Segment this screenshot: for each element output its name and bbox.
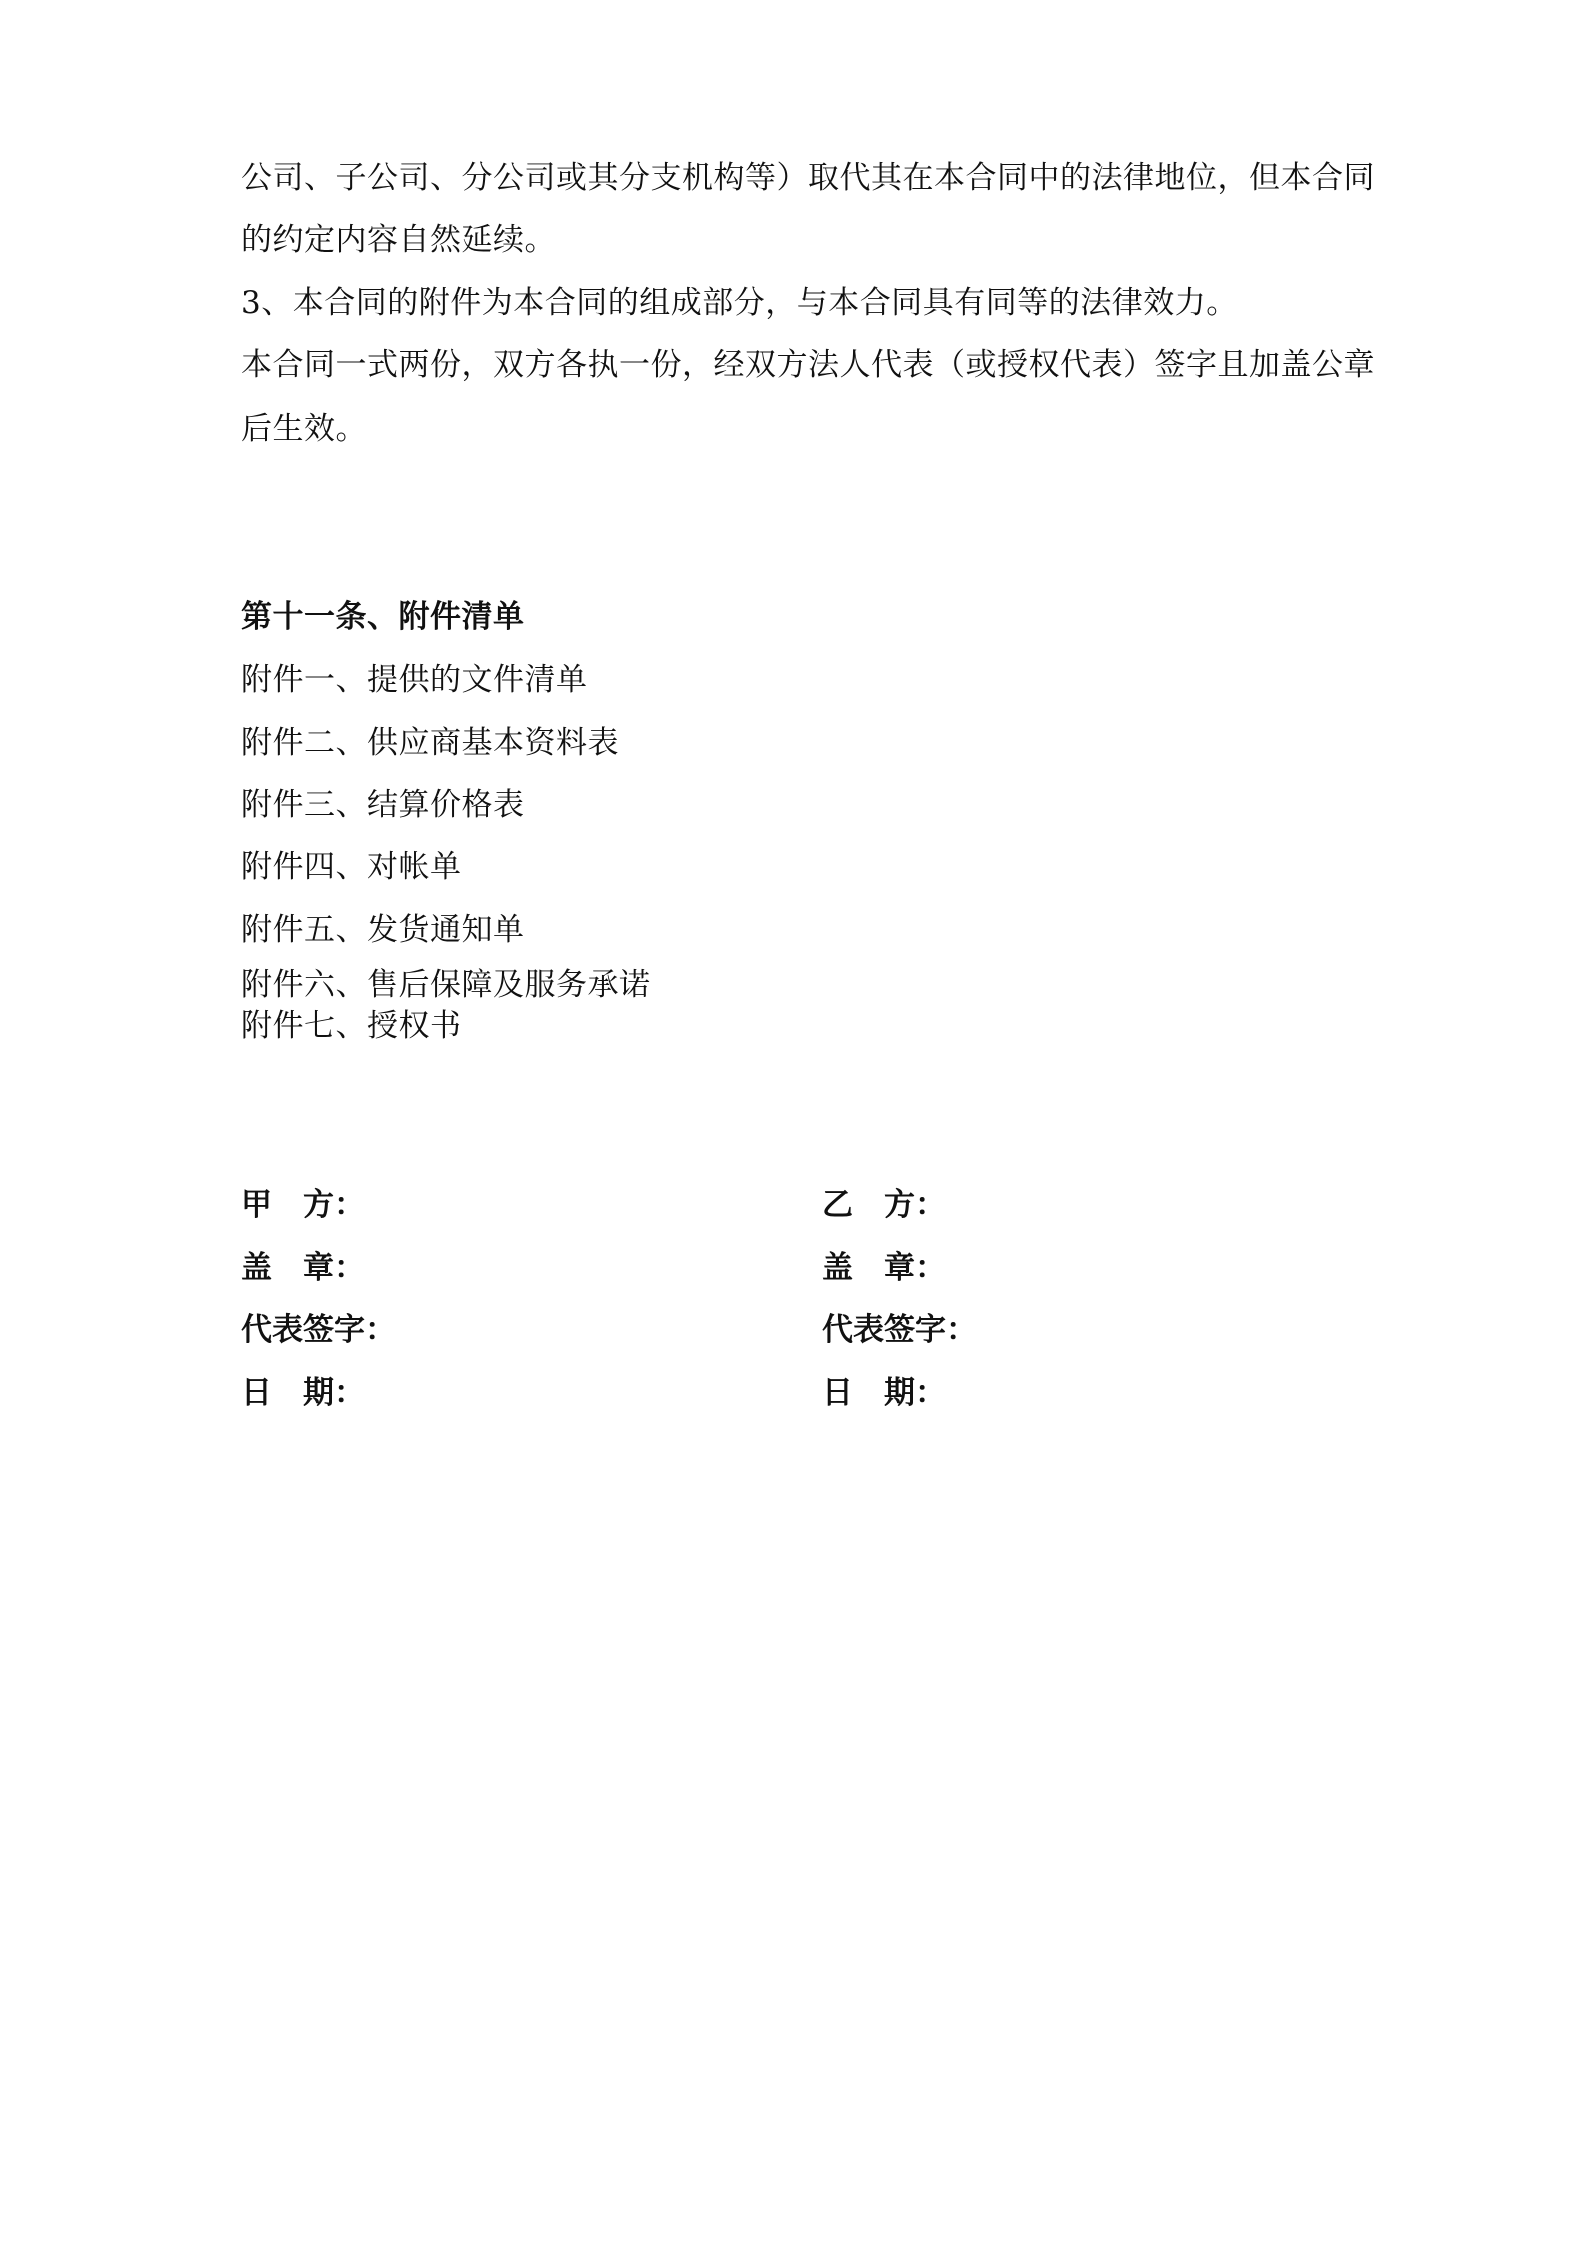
paragraph-3-line-2: 后生效。 — [241, 411, 367, 447]
attachment-item-7: 附件七、授权书 — [241, 1008, 462, 1044]
paragraph-3-line-1: 本合同一式两份，双方各执一份，经双方法人代表（或授权代表）签字且加盖公章 — [241, 347, 1375, 383]
attachments-heading: 第十一条、附件清单 — [241, 599, 525, 635]
attachment-item-6: 附件六、售后保障及服务承诺 — [241, 967, 651, 1003]
party-a-seal-label: 盖 章： — [241, 1250, 365, 1286]
party-a-date-label: 日 期： — [241, 1375, 365, 1411]
attachment-item-3: 附件三、结算价格表 — [241, 787, 525, 823]
party-b-date-label: 日 期： — [822, 1375, 946, 1411]
attachment-item-2: 附件二、供应商基本资料表 — [241, 725, 619, 761]
paragraph-1-line-1: 公司、子公司、分公司或其分支机构等）取代其在本合同中的法律地位，但本合同 — [241, 160, 1375, 196]
party-a-label: 甲 方： — [241, 1187, 365, 1223]
paragraph-1-line-2: 的约定内容自然延续。 — [241, 222, 556, 258]
party-b-representative-label: 代表签字： — [822, 1312, 977, 1348]
party-b-seal-label: 盖 章： — [822, 1250, 946, 1286]
attachment-item-4: 附件四、对帐单 — [241, 849, 462, 885]
paragraph-2: 3、本合同的附件为本合同的组成部分，与本合同具有同等的法律效力。 — [241, 285, 1238, 321]
attachment-item-5: 附件五、发货通知单 — [241, 912, 525, 948]
party-b-label: 乙 方： — [822, 1187, 946, 1223]
party-a-representative-label: 代表签字： — [241, 1312, 396, 1348]
attachment-item-1: 附件一、提供的文件清单 — [241, 662, 588, 698]
